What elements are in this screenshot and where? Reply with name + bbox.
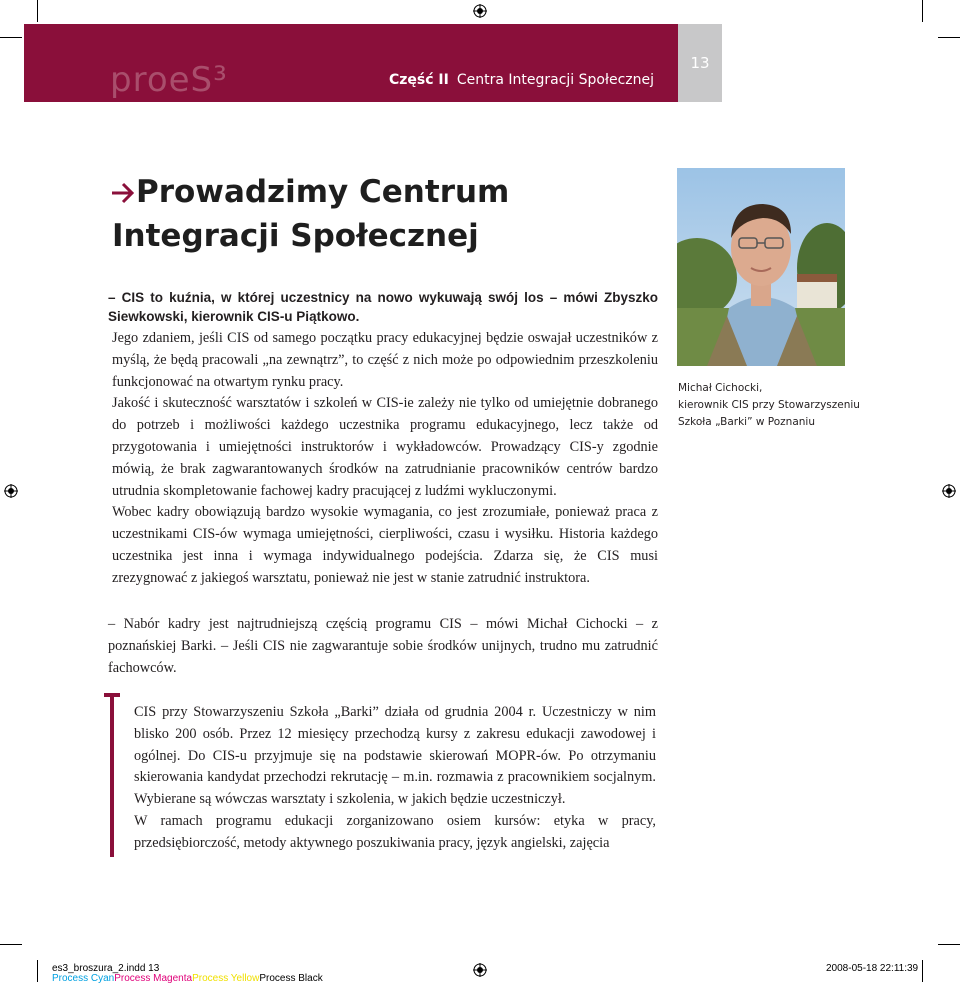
caption-line: Szkoła „Barki” w Poznaniu [678, 416, 815, 428]
article-quote: – Nabór kadry jest najtrudniejszą częścią programu CIS – mówi Michał Cichocki – z poznańskiej Barki. – Jeśli CIS nie zagwarantuje sobie środków unijnych, trudno mu zatrudnić fachowców. [108, 616, 658, 676]
slug-color-cyan: Process Cyan [52, 973, 115, 984]
slug-colors [52, 973, 323, 984]
crop-mark [938, 37, 960, 38]
paragraph: CIS przy Stowarzyszeniu Szkoła „Barki” działa od grudnia 2004 r. Uczestniczy w nim blisko 200 osób. Przez 12 miesięcy przechodzą kursy z zakresu edukacji zawodowej i ogólnej. Do CIS-u przyjmuje się na podstawie skierowań MOPR-ów. Po otrzymaniu skierowania kandydat przechodzi rekrutację – m.in. rozmawia z pracownikiem socjalnym. Wybierane są wówczas warsztaty i szkolenia, w jakich będzie uczestniczył. [134, 704, 656, 808]
article-title: Prowadzimy Centrum Integracji Społecznej [112, 174, 510, 254]
article-lead: – CIS to kuźnia, w której uczestnicy na nowo wykuwają swój los – mówi Zbyszko Siewkowski, kierownik CIS-u Piątkowo. [108, 290, 658, 324]
photo-caption [678, 380, 878, 431]
crop-mark [37, 0, 38, 22]
t-bar-icon [104, 693, 120, 857]
slug-color-magenta: Process Magenta [114, 973, 193, 984]
part-label: Część II [389, 72, 449, 88]
caption-line: Michał Cichocki, [678, 382, 763, 394]
crop-mark [37, 960, 38, 982]
registration-mark-icon [473, 4, 487, 18]
article-body [112, 328, 658, 590]
crop-mark [938, 944, 960, 945]
section-label [389, 72, 654, 88]
crop-mark [922, 960, 923, 982]
crop-mark [0, 37, 22, 38]
slug-filename: es3_broszura_2.indd 13 [52, 963, 160, 974]
paragraph: Jakość i skuteczność warsztatów i szkoleń w CIS-ie zależy nie tylko od umiejętnie dobranego do potrzeb i możliwości każdego uczestnika programu edukacyjnego, lecz także od przygotowania i umiejętności instruktorów i wykładowców. Prowadzący CIS-y zgodnie mówią, że brak zagwarantowanych środków na zatrudnianie pracowników centrów bardzo utrudnia skompletowanie fachowej kadry pracującej z ludźmi wykluczonymi. [112, 395, 658, 499]
info-box [134, 702, 656, 855]
crop-mark [922, 0, 923, 22]
crop-mark [0, 944, 22, 945]
slug-date: 2008-05-18 22:11:39 [826, 963, 919, 974]
logo: proeS³ [110, 60, 228, 100]
portrait-photo [677, 168, 845, 366]
page-number: 13 [678, 24, 722, 102]
registration-mark-icon [942, 484, 956, 498]
paragraph: Wobec kadry obowiązują bardzo wysokie wymagania, co jest zrozumiałe, ponieważ praca z uczestnikami CIS-ów wymaga umiejętności, cierpliwości, czasu i wysiłku. Historia każdego uczestnika jest inna i wymaga indywidualnego podejścia. Zdarza się, że CIS musi zrezygnować z jakiegoś warsztatu, ponieważ nie jest w stanie zatrudnić instruktora. [112, 504, 658, 586]
registration-mark-icon [4, 484, 18, 498]
caption-line: kierownik CIS przy Stowarzyszeniu [678, 399, 860, 411]
slug-color-black: Process Black [259, 973, 323, 984]
slug-color-yellow: Process Yellow [192, 973, 260, 984]
registration-mark-icon [473, 963, 487, 977]
section-title: Centra Integracji Społecznej [456, 72, 654, 88]
paragraph: W ramach programu edukacji zorganizowano osiem kursów: etyka w pracy, przedsiębiorczość, metody aktywnego poszukiwania pracy, język angielski, zajęcia [134, 812, 656, 851]
paragraph: Jego zdaniem, jeśli CIS od samego początku pracy edukacyjnej będzie oswajał uczestników z myślą, że będą pracowali „na zewnątrz”, to część z nich może po odpowiednim przeszkoleniu funkcjonować na otwartym rynku pracy. [112, 330, 658, 390]
